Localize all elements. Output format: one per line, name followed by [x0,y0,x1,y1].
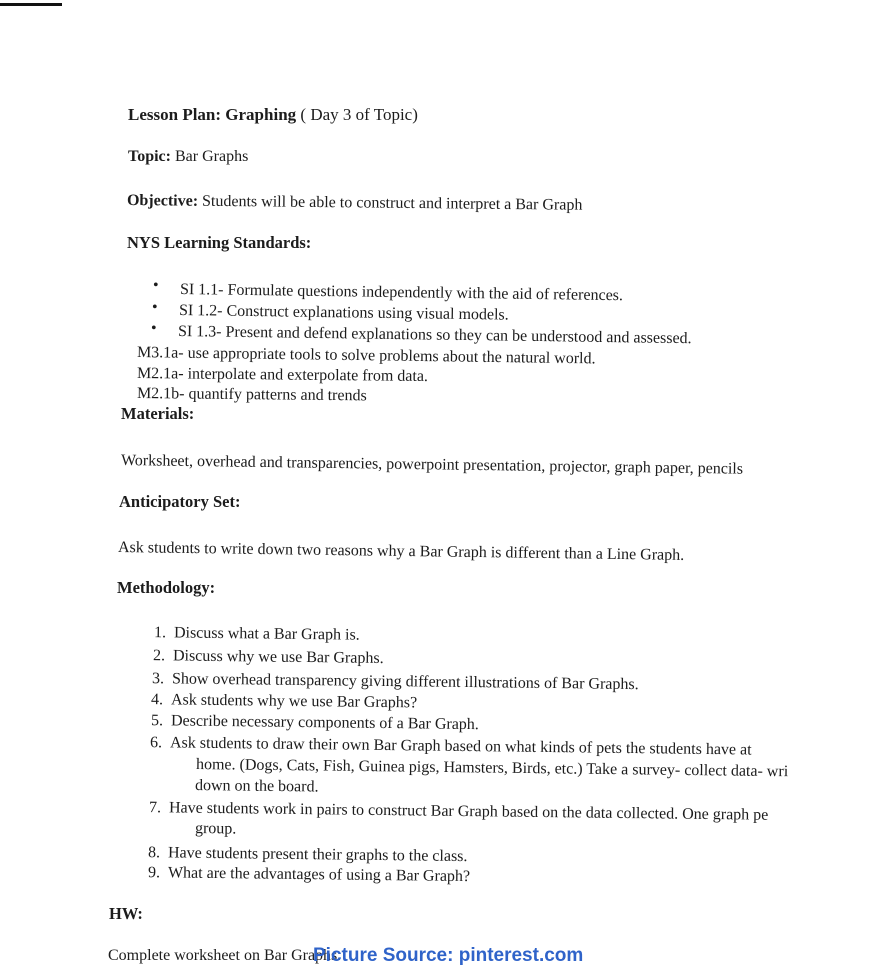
objective-value: Students will be able to construct and interpret a Bar Graph [201,192,583,214]
bullet-dot: • [153,277,159,294]
materials-text: Worksheet, overhead and transparencies, powerpoint presentation, projector, graph paper, pencils [120,452,744,478]
watermark: Picture Source: pinterest.com [313,945,584,966]
methodology-step [134,863,470,887]
step-text: What are the advantages of using a Bar Graph? [167,864,471,886]
anticipatory-text: Ask students to write down two reasons why a Bar Graph is different than a Line Graph. [117,539,685,564]
step-continuation: group. [194,820,237,838]
standards-heading: NYS Learning Standards: [127,233,312,252]
step-text: Have students present their graphs to the class. [167,844,468,866]
step-number: 8. [147,844,161,862]
topic-value: Bar Graphs [174,148,249,165]
lesson-title [128,105,418,125]
methodology-step [137,690,417,713]
step-number: 1. [153,624,167,642]
step-number: 9. [147,864,161,882]
step-number: 6. [149,734,163,752]
lesson-title-suffix: ( Day 3 of Topic) [300,105,418,124]
step-text: Ask students to draw their own Bar Graph based on what kinds of pets the students have at [169,734,752,759]
homework-text: Complete worksheet on Bar Graphs. [108,947,342,964]
homework-heading: HW: [109,904,143,923]
methodology-step [137,711,479,735]
objective-line [127,191,583,216]
materials-heading: Materials: [121,404,195,423]
math-standard-item: M3.1a- use appropriate tools to solve problems about the natural world. [136,344,596,368]
step-text: Show overhead transparency giving different illustrations of Bar Graphs. [171,670,639,694]
anticipatory-heading: Anticipatory Set: [119,492,241,511]
step-text: Ask students why we use Bar Graphs? [170,691,418,712]
methodology-step [139,646,384,669]
math-standard-item: M2.1b- quantify patterns and trends [136,385,367,405]
standard-bullet-item: SI 1.2- Construct explanations using visual models. [178,302,509,324]
bullet-dot: • [152,299,158,316]
step-number: 7. [148,799,162,817]
lesson-title-label: Lesson Plan: Graphing [128,105,297,124]
methodology-step [140,623,360,646]
step-number: 4. [150,691,164,709]
methodology-heading: Methodology: [117,578,216,597]
standard-bullet-item: SI 1.1- Formulate questions independently with the aid of references. [179,281,624,305]
step-number: 5. [150,712,164,730]
step-number: 3. [151,670,165,688]
step-text: Discuss why we use Bar Graphs. [172,647,384,667]
step-text: Describe necessary components of a Bar Graph. [170,712,479,734]
corner-rule [0,3,62,6]
math-standard-item: M2.1a- interpolate and exterpolate from data. [136,365,429,386]
topic-line [128,147,248,167]
bullet-dot: • [151,320,157,337]
step-continuation: home. (Dogs, Cats, Fish, Guinea pigs, Hamsters, Birds, etc.) Take a survey- collect data- wri [195,756,789,781]
step-number: 2. [152,647,166,665]
topic-label: Topic: [128,148,171,165]
step-text: Have students work in pairs to construct Bar Graph based on the data collected. One graph pe [168,799,769,824]
standard-bullet-item: SI 1.3- Present and defend explanations so they can be understood and assessed. [177,323,692,348]
step-text: Discuss what a Bar Graph is. [173,624,360,644]
step-continuation: down on the board. [194,777,319,796]
objective-label: Objective: [126,192,199,210]
